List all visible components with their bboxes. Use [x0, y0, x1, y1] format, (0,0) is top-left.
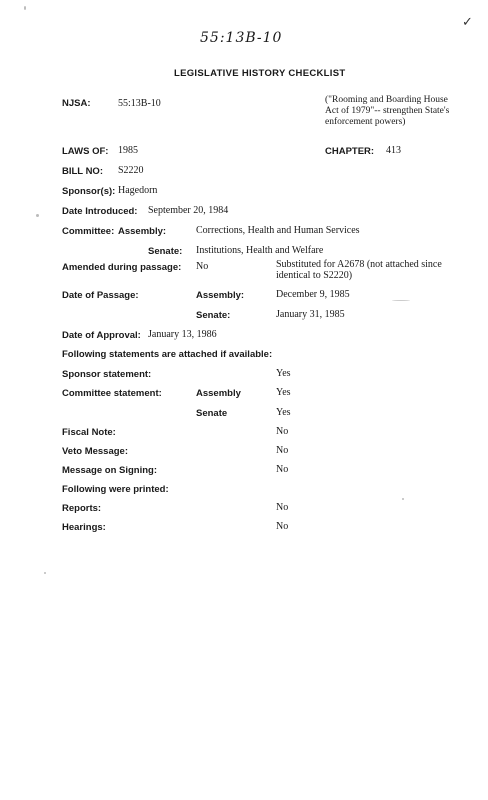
chapter-label: CHAPTER:: [325, 146, 375, 157]
njsa-value: 55:13B-10: [118, 98, 161, 109]
committee-statement-senate-value: Yes: [276, 407, 291, 418]
handwritten-header: 55:13B-10: [200, 30, 283, 46]
scan-speck: [24, 6, 26, 10]
printed-heading: Following were printed:: [62, 484, 169, 495]
date-of-approval-label: Date of Approval:: [62, 330, 141, 341]
amended-note: Substituted for A2678 (not attached since identical to S2220): [276, 259, 442, 281]
date-introduced-value: September 20, 1984: [148, 205, 229, 216]
passage-assembly-value: December 9, 1985: [276, 289, 350, 300]
reports-label: Reports:: [62, 503, 102, 514]
amended-value: No: [196, 261, 209, 272]
amended-label: Amended during passage:: [62, 262, 182, 273]
sponsors-value: Hagedorn: [118, 185, 158, 196]
attached-statements-heading: Following statements are attached if available:: [62, 349, 273, 360]
act-description: ("Rooming and Boarding House Act of 1979"-- strengthen State's enforcement powers): [325, 95, 450, 127]
bill-no-label: BILL NO:: [62, 166, 103, 177]
passage-senate-label: Senate:: [196, 310, 231, 321]
passage-senate-value: January 31, 1985: [276, 309, 345, 320]
committee-statement-assembly-label: Assembly: [196, 388, 241, 399]
laws-of-value: 1985: [118, 145, 138, 156]
fiscal-note-label: Fiscal Note:: [62, 427, 116, 438]
veto-message-label: Veto Message:: [62, 446, 128, 457]
scan-speck: [402, 498, 404, 500]
bill-no-value: S2220: [118, 165, 144, 176]
date-introduced-label: Date Introduced:: [62, 206, 138, 217]
check-mark-icon: ✓: [462, 14, 473, 29]
committee-statement-senate-label: Senate: [196, 408, 228, 419]
sponsor-statement-value: Yes: [276, 368, 291, 379]
committee-assembly-label: Assembly:: [118, 226, 167, 237]
message-on-signing-label: Message on Signing:: [62, 465, 158, 476]
veto-message-value: No: [276, 445, 289, 456]
fiscal-note-value: No: [276, 426, 289, 437]
laws-of-label: LAWS OF:: [62, 146, 109, 157]
sponsors-label: Sponsor(s):: [62, 186, 116, 197]
committee-senate-label: Senate:: [148, 246, 183, 257]
hearings-value: No: [276, 521, 289, 532]
scan-speck: [36, 214, 39, 217]
hearings-label: Hearings:: [62, 522, 106, 533]
committee-statement-label: Committee statement:: [62, 388, 162, 399]
page-title: LEGISLATIVE HISTORY CHECKLIST: [174, 68, 346, 79]
reports-value: No: [276, 502, 289, 513]
njsa-label: NJSA:: [62, 98, 91, 109]
committee-assembly-value: Corrections, Health and Human Services: [196, 225, 360, 236]
date-of-passage-label: Date of Passage:: [62, 290, 139, 301]
committee-label: Committee:: [62, 226, 115, 237]
sponsor-statement-label: Sponsor statement:: [62, 369, 152, 380]
chapter-value: 413: [386, 145, 401, 156]
scan-speck: [392, 300, 410, 301]
committee-statement-assembly-value: Yes: [276, 387, 291, 398]
message-on-signing-value: No: [276, 464, 289, 475]
scan-speck: [44, 572, 46, 574]
date-of-approval-value: January 13, 1986: [148, 329, 217, 340]
committee-senate-value: Institutions, Health and Welfare: [196, 245, 324, 256]
passage-assembly-label: Assembly:: [196, 290, 245, 301]
